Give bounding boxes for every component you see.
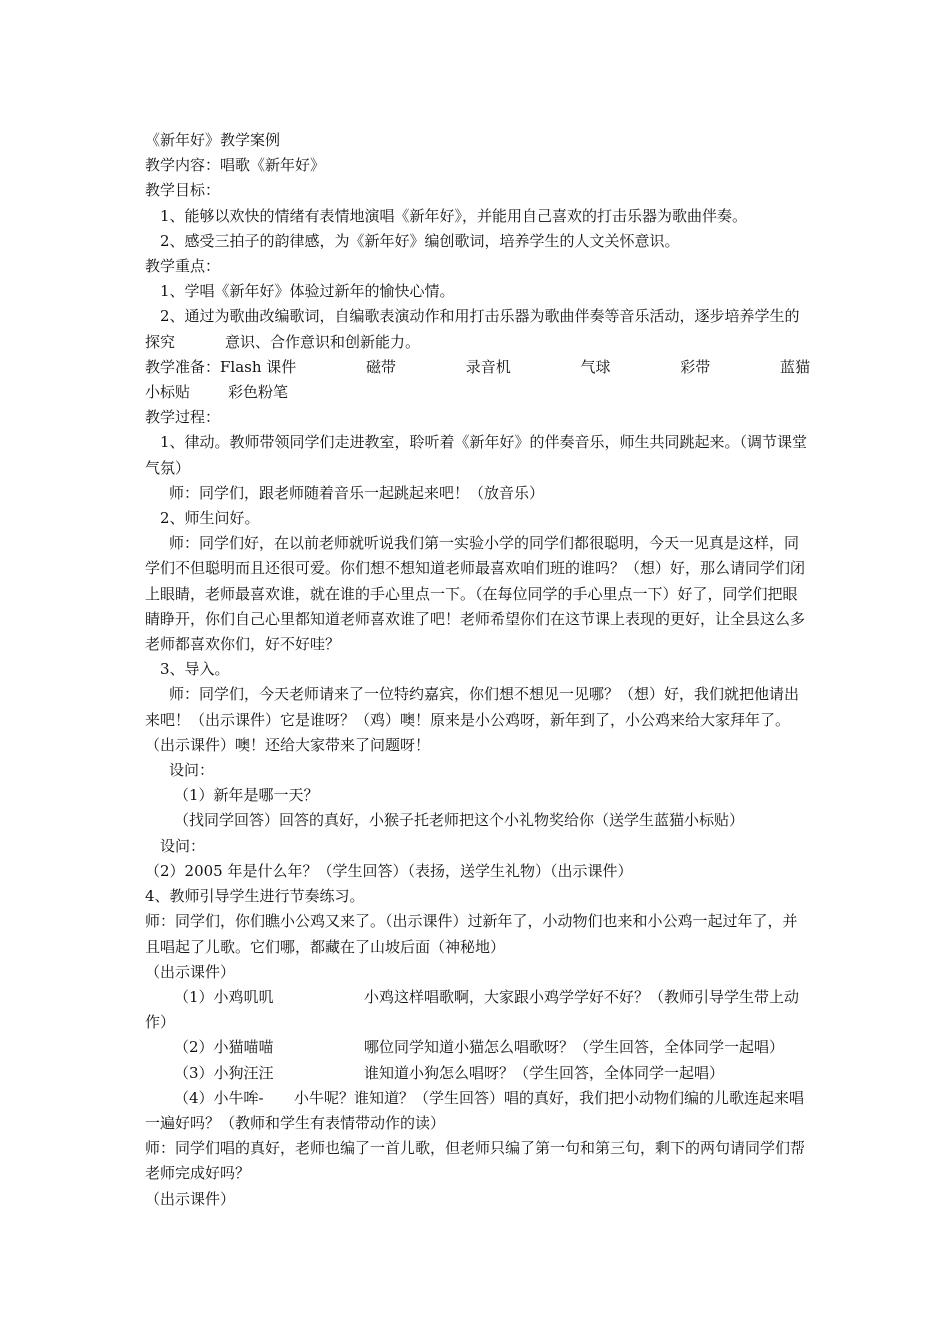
rhythm-item [145, 1086, 810, 1136]
key-point-2-text: 2、通过为歌曲改编歌词，自编歌表演动作和用打击乐器为歌曲伴奏等音乐活动，逐步培养学生的探究 [145, 307, 800, 351]
key-heading: 教学重点： [145, 257, 221, 276]
prep-item: 磁带 [366, 357, 397, 376]
step-2-teacher: 师：同学们好，在以前老师就听说我们第一实验小学的同学们都很聪明，今天一见真是这样，同学们不但聪明而且还很可爱。你们想不想知道老师最喜欢咱们班的谁吗？（想）好，那么请同学们闭上眼睛，老师最喜欢谁，就在谁的手心里点一下。（在每位同学的手心里点一下）好了，同学们把眼睛睁开，你们自己心里都知道老师喜欢谁了吧！老师希望你们在这节课上表现的更好，让全县这么多老师都喜欢你们，好不好哇？ [145, 534, 806, 654]
step-1-teacher: 师：同学们，跟老师随着音乐一起跳起来吧！（放音乐） [169, 483, 545, 502]
rhythm-label: （3）小狗汪汪 [174, 1063, 274, 1082]
rhythm-item [145, 1035, 810, 1060]
step-1: 1、律动。教师带领同学们走进教室，聆听着《新年好》的伴奏音乐，师生共同跳起来。（调节课堂气氛） [145, 433, 808, 477]
show-courseware: （出示课件） [145, 962, 236, 981]
rhythm-text: 谁知道小狗怎么唱呀？（学生回答，全体同学一起唱） [364, 1063, 725, 1082]
rhythm-label: （4）小牛哞- [174, 1088, 264, 1107]
rhythm-item [145, 1061, 810, 1086]
ask-label-1: 设问： [169, 761, 215, 780]
rhythm-text: 小牛呢？谁知道？（学生回答）唱的真好，我们把小动物们编的儿歌连起来唱一遍好吗？（教师和学生有表情带动作的读） [145, 1088, 805, 1132]
prep-item: 气球 [580, 357, 611, 376]
rhythm-item [145, 985, 810, 1035]
question-1: （1）新年是哪一天？ [174, 786, 319, 805]
final-teacher: 师：同学们唱的真好，老师也编了一首儿歌，但老师只编了第一句和第三句，剩下的两句请同学们帮老师完成好吗？ [145, 1139, 806, 1183]
prep-line-2 [145, 380, 810, 405]
prep-item: 蓝猫 [779, 357, 810, 376]
key-point-2-tail: 意识、合作意识和创新能力。 [225, 332, 421, 351]
ask-label-2: 设问： [160, 836, 206, 855]
step-4-teacher: 师：同学们，你们瞧小公鸡又来了。（出示课件）过新年了，小动物们也来和小公鸡一起过年了，并且唱起了儿歌。它们哪，都藏在了山坡后面（神秘地） [145, 912, 798, 956]
step-2: 2、师生问好。 [160, 509, 260, 528]
objective-2: 2、感受三拍子的韵律感，为《新年好》编创歌词，培养学生的人文关怀意识。 [160, 231, 680, 250]
step-3-teacher: 师：同学们，今天老师请来了一位特约嘉宾，你们想不想见一见哪？（想）好，我们就把他请出来吧！（出示课件）它是谁呀？（鸡）噢！原来是小公鸡呀，新年到了，小公鸡来给大家拜年了。（出示课件）噢！还给大家带来了问题呀！ [145, 685, 800, 754]
step-4: 4、教师引导学生进行节奏练习。 [145, 887, 365, 906]
content-line: 教学内容：唱歌《新年好》 [145, 156, 326, 175]
final-show: （出示课件） [145, 1189, 236, 1208]
rhythm-label: （1）小鸡叽叽 [174, 987, 274, 1006]
prep-chalk: 彩色粉笔 [228, 383, 289, 402]
process-heading: 教学过程： [145, 408, 221, 427]
step-3: 3、导入。 [160, 660, 230, 679]
objective-1: 1、能够以欢快的情绪有表情地演唱《新年好》，并能用自己喜欢的打击乐器为歌曲伴奏。 [160, 206, 748, 225]
prep-label: 教学准备：Flash 课件 [145, 357, 297, 376]
prep-item: 录音机 [465, 357, 511, 376]
prep-sticker: 小标贴 [145, 383, 191, 402]
key-point-2 [145, 304, 810, 354]
objectives-heading: 教学目标： [145, 181, 221, 200]
rhythm-text: 哪位同学知道小猫怎么唱歌呀？（学生回答，全体同学一起唱） [364, 1038, 785, 1057]
doc-title: 《新年好》教学案例 [145, 131, 281, 149]
rhythm-text: 小鸡这样唱歌啊，大家跟小鸡学学好不好？（教师引导学生带上动作） [145, 987, 800, 1032]
rhythm-label: （2）小猫喵喵 [174, 1038, 274, 1057]
question-2: （2）2005 年是什么年？（学生回答）（表扬，送学生礼物）（出示课件） [145, 861, 633, 880]
prep-line [145, 355, 810, 380]
question-1-answer: （找同学回答）回答的真好，小猴子托老师把这个小礼物奖给你（送学生蓝猫小标贴） [174, 811, 745, 830]
prep-item: 彩带 [680, 357, 711, 376]
key-point-1: 1、学唱《新年好》体验过新年的愉快心情。 [160, 282, 455, 301]
document-body [145, 128, 810, 1212]
